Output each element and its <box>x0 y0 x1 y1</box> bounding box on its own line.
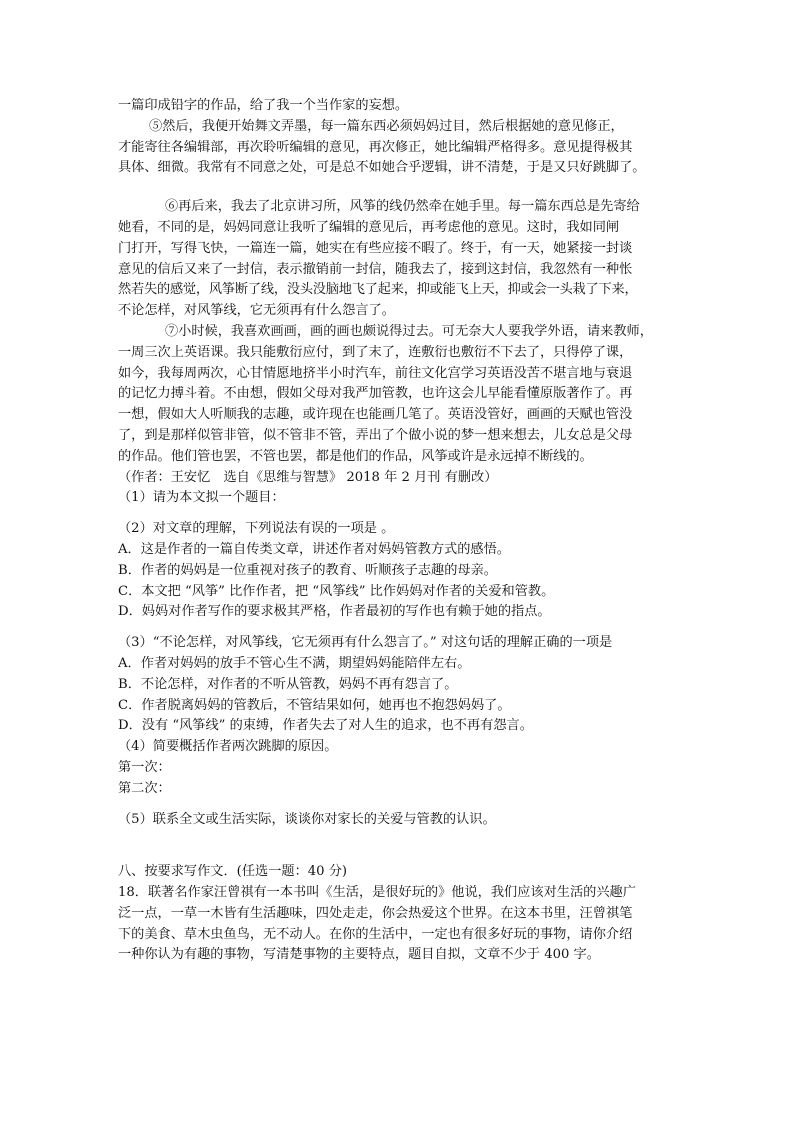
option-a: A．作者对妈妈的放手不管心生不满，期望妈妈能陪伴左右。 <box>118 655 471 671</box>
answer-second: 第二次： <box>118 780 171 796</box>
passage-line: ⑤然后，我便开始舞文弄墨，每一篇东西必须妈妈过目，然后根据她的意见修正， <box>149 118 624 134</box>
passage-line: ⑦小时候，我喜欢画画，画的画也颇说得过去。可无奈大人要我学外语，请来教师， <box>165 323 653 339</box>
passage-line: 的记忆力搏斗着。不由想，假如父母对我严加管教，也许这会儿早能看懂原版著作了。再 <box>118 386 633 402</box>
section-heading: 八、按要求写作文．(任选一题：40 分) <box>118 864 348 880</box>
essay-prompt-line: 泛一点，一草一木皆有生活趣味，四处走走，你会热爱这个世界。在这本书里，汪曾祺笔 <box>118 905 633 921</box>
option-d: D．没有 “风筝线” 的束缚，作者失去了对人生的追求，也不再有怨言。 <box>118 718 533 734</box>
question-2 <box>118 519 684 623</box>
passage-line: 然若失的感觉，风筝断了线，没头没脑地飞了起来，抑或能飞上天，抑或会一头栽了下来， <box>118 282 638 298</box>
document-page <box>118 96 684 966</box>
option-a: A．这是作者的一篇自传类文章，讲述作者对妈妈管教方式的感悟。 <box>118 541 510 557</box>
answer-first: 第一次： <box>118 759 171 775</box>
essay-prompt-line: 一种你认为有趣的事物，写清楚事物的主要特点，题目自拟，文章不少于 400 字。 <box>118 947 600 963</box>
question-stem: （2）对文章的理解，下列说法有误的一项是 。 <box>118 521 395 537</box>
option-b: B．不论怎样，对作者的不听从管教，妈妈不再有怨言了。 <box>118 676 458 692</box>
option-b: B．作者的妈妈是一位重视对孩子的教育、听顺孩子志趣的母亲。 <box>118 562 497 578</box>
passage-line: 一想，假如大人听顺我的志趣，或许现在也能画几笔了。英语没管好，画画的天赋也管没 <box>118 407 633 423</box>
passage-line: 才能寄往各编辑部，再次聆听编辑的意见，再次修正，她比编辑严格得多。意见提得极其 <box>118 139 633 155</box>
option-d: D．妈妈对作者写作的要求极其严格，作者最初的写作也有赖于她的指点。 <box>118 604 551 620</box>
question-stem: （4）简要概括作者两次跳脚的原因。 <box>118 739 338 755</box>
paragraph-6 <box>118 197 684 322</box>
paragraph-5 <box>118 117 684 179</box>
passage-line: 意见的信后又来了一封信，表示撤销前一封信，随我去了，接到这封信，我忽然有一种怅 <box>118 261 633 277</box>
passage-line: 了，到是那样似管非管，似不管非不管，弄出了个做小说的梦一想来想去，儿女总是父母 <box>118 427 633 443</box>
question-1: （1）请为本文拟一个题目： <box>118 490 285 506</box>
question-5: （5）联系全文或生活实际，谈谈你对家长的关爱与管教的认识。 <box>118 811 496 827</box>
passage-line: ⑥再后来，我去了北京讲习所，风筝的线仍然牵在她手里。每一篇东西总是先寄给 <box>165 199 640 215</box>
question-3 <box>118 633 684 737</box>
question-4 <box>118 737 684 799</box>
passage-line: 具体、细微。我常有不同意之处，可是总不如她合乎逻辑，讲不清楚，于是又只好跳脚了。 <box>118 160 646 176</box>
option-c: C．作者脱离妈妈的管教后，不管结果如何，她再也不抱怨妈妈了。 <box>118 697 511 713</box>
passage-line: 一周三次上英语课。我只能敷衍应付，到了末了，连敷衍也敷衍不下去了，只得停了课， <box>118 344 633 360</box>
option-c: C．本文把 “风筝” 比作作者，把 “风筝线” 比作妈妈对作者的关爱和管教。 <box>118 583 555 599</box>
passage-line: 不论怎样，对风筝线，它无须再有什么怨言了。 <box>118 303 395 319</box>
passage-line: 一篇印成铅字的作品，给了我一个当作家的妄想。 <box>118 98 409 113</box>
passage-line: 如今，我每周两次，心甘情愿地挤半小时汽车，前往文化宫学习英语没苦不堪言地与衰退 <box>118 365 633 381</box>
paragraph-7 <box>118 322 684 468</box>
passage-line: 门打开，写得飞快，一篇连一篇，她实在有些应接不暇了。终于，有一天，她紧接一封谈 <box>118 240 633 256</box>
question-stem: （3）“不论怎样，对风筝线，它无须再有什么怨言了。” 对这句话的理解正确的一项是 <box>118 635 613 651</box>
essay-section <box>118 862 684 966</box>
source-citation: （作者：王安忆 选自《思维与智慧》 2018 年 2 月刊 有删改） <box>118 469 498 485</box>
passage-line: 的作品。他们管也罢，不管也罢，都是他们的作品，风筝或许是永远掉不断线的。 <box>118 448 593 464</box>
passage-line: 她看，不同的是，妈妈同意让我听了编辑的意见后，再考虑他的意见。这时，我如同闸 <box>118 219 620 235</box>
essay-prompt-line: 下的美食、草木虫鱼鸟，无不动人。在你的生活中，一定也有很多好玩的事物，请你介绍 <box>118 926 633 942</box>
essay-prompt-line: 18．联著名作家汪曾祺有一本书叫《生活，是很好玩的》他说，我们应该对生活的兴趣广 <box>118 885 636 901</box>
